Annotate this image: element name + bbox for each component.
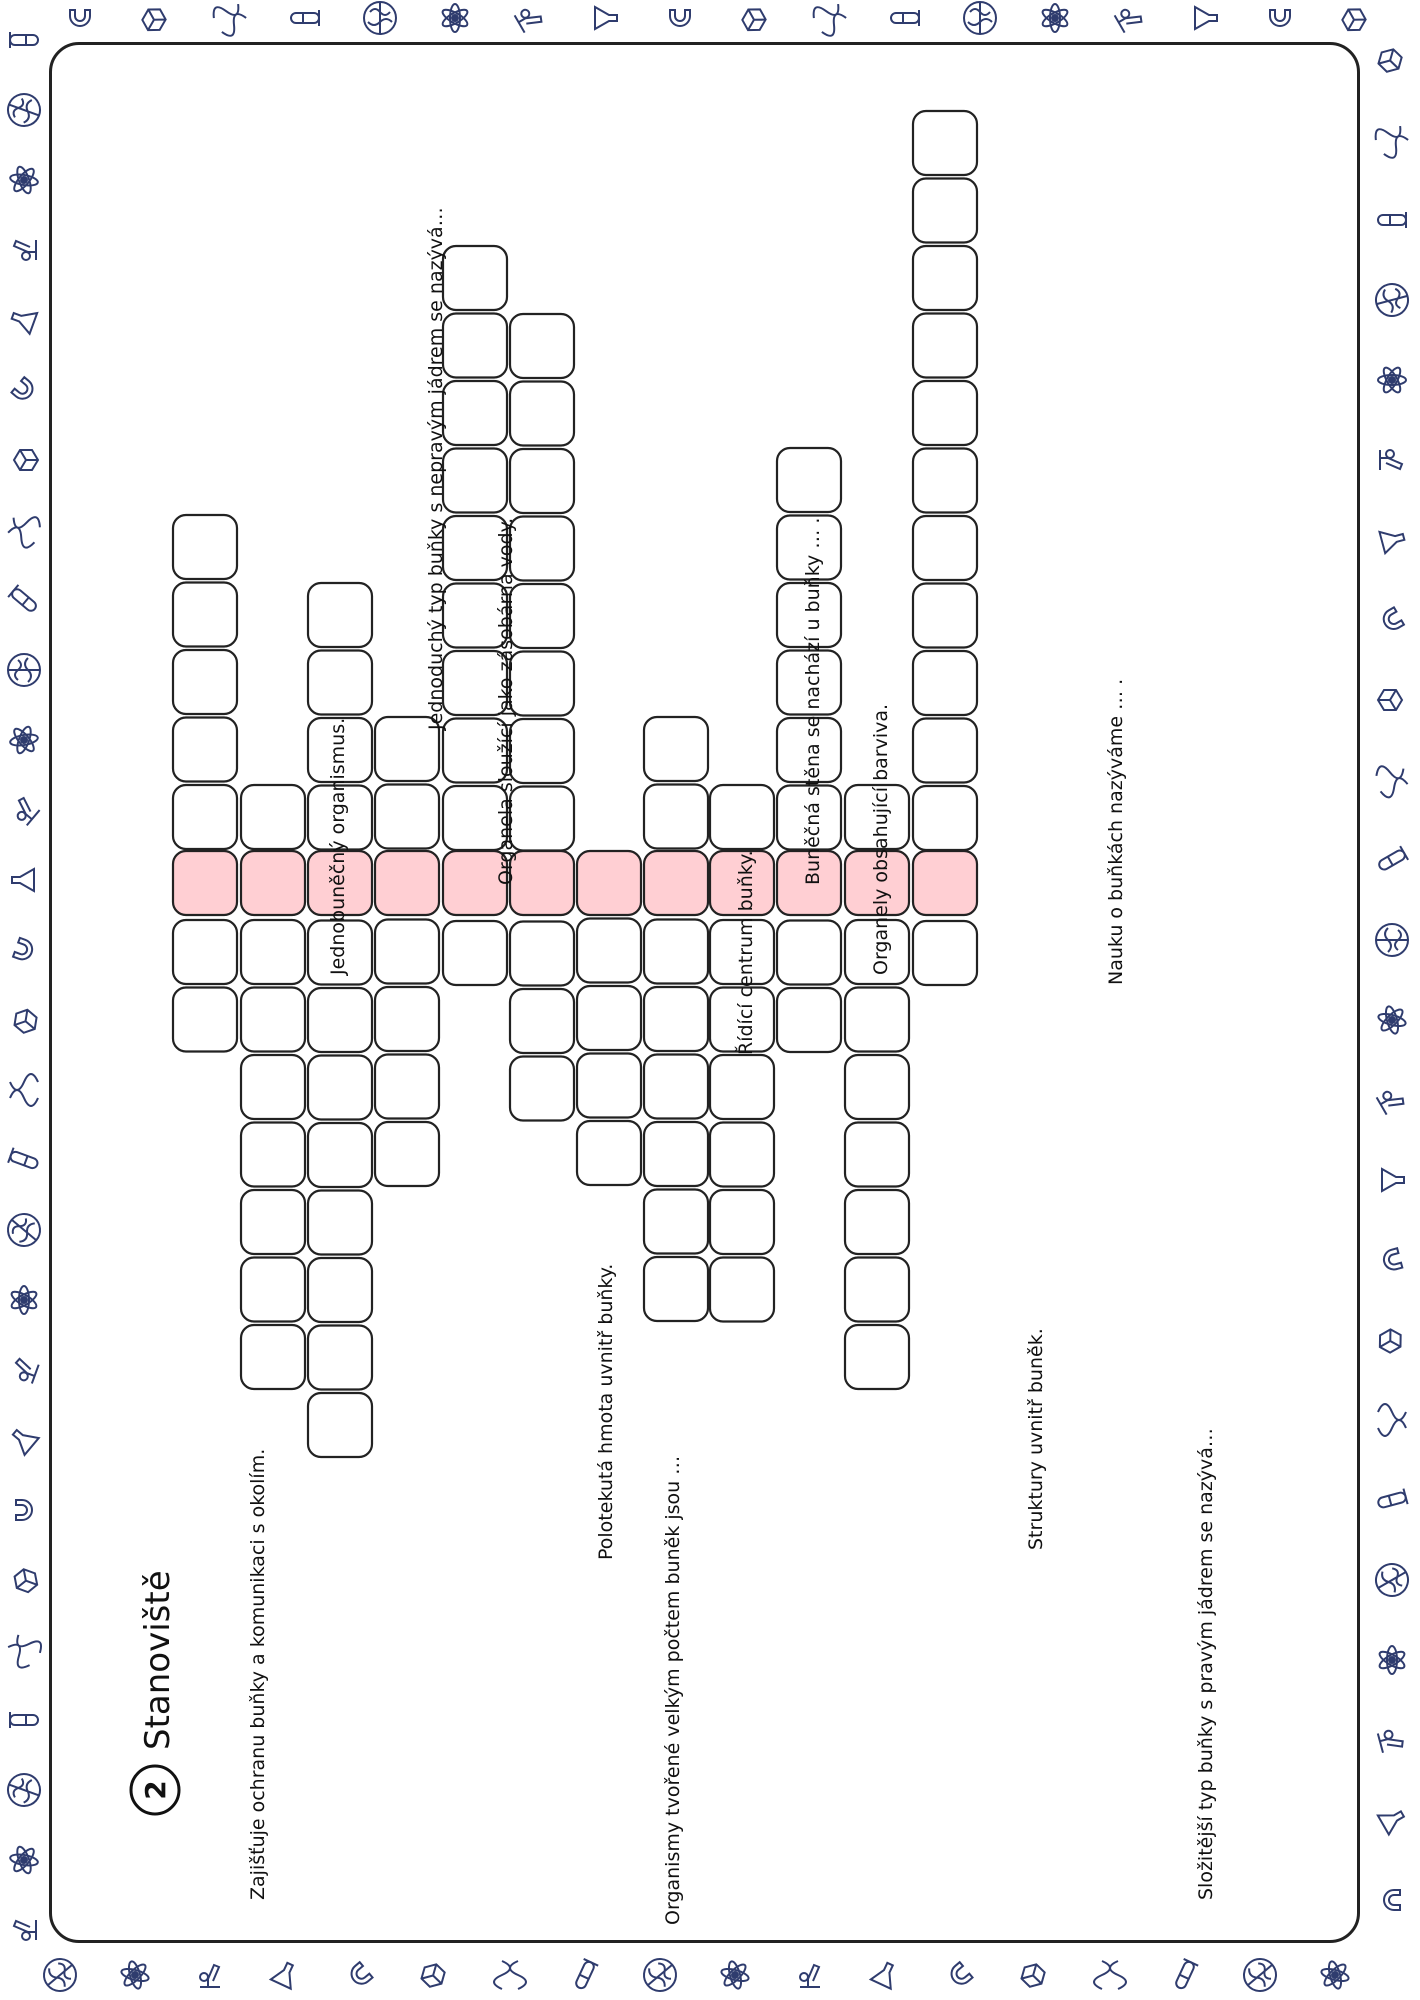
crossword-solution-cell[interactable] [173, 851, 237, 915]
crossword-solution-cell[interactable] [577, 851, 641, 915]
crossword-cell[interactable] [644, 1122, 708, 1186]
clue-3: Jednoduchý typ buňky s nepravým jádrem se nazývá… [425, 207, 447, 730]
cube-icon [1019, 1963, 1047, 1989]
clue-2: Jednobuněčný organismus. [327, 717, 349, 975]
clue-11: Nauku o buňkách nazýváme … . [1105, 678, 1127, 985]
magnet-icon [347, 1962, 372, 1988]
clue-10: Struktury uvnitř buněk. [1025, 1328, 1047, 1550]
crossword-cell[interactable] [845, 1190, 909, 1254]
crossword-cell[interactable] [845, 1055, 909, 1119]
dna-icon [3, 1629, 45, 1672]
magnet-icon [1382, 1248, 1403, 1271]
crossword-cell[interactable] [308, 1393, 372, 1457]
crossword-cell[interactable] [577, 1054, 641, 1118]
flask-icon [271, 1959, 300, 1988]
brain-icon [1376, 924, 1408, 956]
crossword-cell[interactable] [644, 1190, 708, 1254]
dna-icon [810, 0, 850, 39]
crossword-cell[interactable] [845, 1123, 909, 1187]
cube-icon [419, 1963, 447, 1989]
atom-icon [4, 1840, 44, 1880]
microscope-icon [1115, 4, 1144, 32]
crossword-cell[interactable] [913, 516, 977, 580]
crossword-cell[interactable] [308, 1191, 372, 1255]
crossword-cell[interactable] [443, 921, 507, 985]
crossword-cell[interactable] [375, 987, 439, 1051]
dna-icon [1378, 1404, 1406, 1436]
crossword-cell[interactable] [173, 920, 237, 984]
magnet-icon [1270, 10, 1290, 26]
crossword-solution-cell[interactable] [375, 851, 439, 915]
microscope-icon [11, 1357, 39, 1383]
crossword-solution-cell[interactable] [644, 851, 708, 915]
crossword-cell[interactable] [241, 988, 305, 1052]
brain-icon [1372, 280, 1411, 319]
brain-icon [1370, 1558, 1414, 1602]
crossword-cell[interactable] [577, 986, 641, 1050]
flask-icon [12, 869, 34, 891]
microscope-icon [1377, 1086, 1406, 1114]
clue-4: Organela sloužící jako zásobárna vody. [495, 517, 517, 885]
atom-icon [436, 0, 475, 38]
crossword-cell[interactable] [845, 1258, 909, 1322]
crossword-cell[interactable] [913, 449, 977, 513]
flask-icon [1378, 1804, 1408, 1834]
crossword-cell[interactable] [443, 246, 507, 310]
clue-1: Zajišťuje ochranu buňky a komunikaci s okolím. [247, 1448, 269, 1900]
flask-icon [1195, 7, 1217, 29]
crossword-cell[interactable] [510, 314, 574, 378]
crossword-cell[interactable] [710, 1123, 774, 1187]
crossword-cell[interactable] [443, 314, 507, 378]
brain-icon [964, 2, 996, 34]
brain-icon [8, 654, 40, 686]
atom-icon [1377, 1646, 1406, 1674]
crossword-cell[interactable] [510, 719, 574, 783]
microscope-icon [10, 796, 40, 825]
crossword-cell[interactable] [644, 717, 708, 781]
microscope-icon [14, 1920, 36, 1940]
station-number: 2 [139, 1780, 172, 1800]
crossword-cell[interactable] [173, 785, 237, 849]
test-tube-icon [291, 10, 319, 26]
cube-icon [1339, 4, 1368, 35]
crossword-puzzle [52, 45, 1360, 1943]
crossword-cell[interactable] [845, 988, 909, 1052]
crossword-cell[interactable] [913, 111, 977, 175]
crossword-cell[interactable] [375, 920, 439, 984]
crossword-cell[interactable] [510, 1057, 574, 1121]
test-tube-icon [8, 585, 40, 615]
clue-9: Organely obsahující barviva. [870, 703, 892, 975]
microscope-icon [1378, 1728, 1404, 1753]
cube-icon [739, 4, 768, 35]
crossword-cell[interactable] [241, 785, 305, 849]
crossword-cell[interactable] [510, 517, 574, 581]
magnet-icon [670, 10, 690, 26]
crossword-cell[interactable] [308, 1056, 372, 1120]
brain-icon [364, 2, 396, 34]
crossword-cell[interactable] [375, 785, 439, 849]
test-tube-icon [572, 1959, 598, 1991]
crossword-cell[interactable] [173, 583, 237, 647]
test-tube-icon [1172, 1959, 1198, 1991]
flask-icon [871, 1959, 900, 1988]
microscope-icon [800, 1965, 820, 1987]
crossword-solution-cell[interactable] [510, 851, 574, 915]
microscope-icon [14, 240, 36, 260]
crossword-grid [173, 111, 977, 1457]
crossword-cell[interactable] [710, 1190, 774, 1254]
crossword-cell[interactable] [443, 381, 507, 445]
flask-icon [595, 7, 617, 29]
crossword-cell[interactable] [913, 719, 977, 783]
crossword-cell[interactable] [710, 785, 774, 849]
flask-icon [1379, 526, 1406, 553]
crossword-cell[interactable] [173, 988, 237, 1052]
cube-icon [14, 450, 38, 470]
cube-icon [1376, 48, 1404, 74]
crossword-cell[interactable] [644, 1257, 708, 1321]
crossword-cell[interactable] [375, 1055, 439, 1119]
crossword-solution-cell[interactable] [913, 851, 977, 915]
crossword-cell[interactable] [241, 1258, 305, 1322]
dna-icon [1372, 119, 1412, 161]
test-tube-icon [1376, 846, 1408, 874]
crossword-cell[interactable] [913, 651, 977, 715]
cube-icon [1378, 690, 1402, 710]
dna-icon [1374, 761, 1409, 799]
crossword-cell[interactable] [913, 921, 977, 985]
dna-icon [5, 510, 42, 550]
crossword-cell[interactable] [510, 787, 574, 851]
microscope-icon [200, 1965, 220, 1987]
atom-icon [5, 722, 42, 758]
crossword-cell[interactable] [308, 988, 372, 1052]
crossword-cell[interactable] [777, 988, 841, 1052]
test-tube-icon [1378, 212, 1406, 228]
test-tube-icon [10, 32, 38, 48]
atom-icon [1372, 361, 1411, 400]
crossword-cell[interactable] [510, 652, 574, 716]
crossword-cell[interactable] [913, 314, 977, 378]
magnet-icon [16, 1500, 32, 1520]
crossword-cell[interactable] [644, 920, 708, 984]
crossword-cell[interactable] [644, 785, 708, 849]
crossword-cell[interactable] [308, 583, 372, 647]
flask-icon [1382, 1169, 1404, 1191]
crossword-cell[interactable] [710, 1258, 774, 1322]
cube-icon [10, 1006, 41, 1037]
magnet-icon [1384, 1890, 1400, 1910]
crossword-cell[interactable] [577, 919, 641, 983]
atom-icon [117, 1958, 152, 1993]
crossword-cell[interactable] [644, 987, 708, 1051]
crossword-cell[interactable] [510, 382, 574, 446]
crossword-cell[interactable] [777, 921, 841, 985]
magnet-icon [1380, 607, 1404, 632]
atom-icon [1036, 0, 1075, 38]
dna-icon [1094, 1961, 1126, 1989]
crossword-cell[interactable] [913, 179, 977, 243]
crossword-cell[interactable] [173, 650, 237, 714]
crossword-solution-cell[interactable] [241, 851, 305, 915]
crossword-cell[interactable] [510, 584, 574, 648]
magnet-icon [11, 377, 36, 403]
crossword-cell[interactable] [913, 584, 977, 648]
crossword-cell[interactable] [241, 1325, 305, 1389]
dna-icon [210, 0, 250, 39]
magnet-icon [947, 1962, 972, 1988]
atom-icon [4, 160, 44, 200]
microscope-icon [1380, 450, 1402, 470]
magnet-icon [13, 938, 35, 962]
crossword-cell[interactable] [845, 1325, 909, 1389]
crossword-cell[interactable] [308, 651, 372, 715]
crossword-cell[interactable] [241, 1055, 305, 1119]
clue-6: Organismy tvořené velkým počtem buněk jsou … [662, 1455, 684, 1925]
crossword-cell[interactable] [241, 920, 305, 984]
brain-icon [3, 89, 44, 130]
brain-icon [1, 1207, 46, 1252]
crossword-cell[interactable] [644, 1055, 708, 1119]
brain-icon [37, 1952, 82, 1997]
clue-7: Řídící centrum buňky. [735, 850, 757, 1055]
page-title: Stanoviště [138, 1570, 178, 1750]
crossword-cell[interactable] [173, 718, 237, 782]
atom-icon [9, 1286, 38, 1314]
cube-icon [11, 1567, 40, 1594]
crossword-cell[interactable] [510, 922, 574, 986]
crossword-cell[interactable] [308, 1326, 372, 1390]
crossword-cell[interactable] [308, 1123, 372, 1187]
crossword-cell[interactable] [510, 449, 574, 513]
test-tube-icon [891, 10, 919, 26]
atom-icon [1374, 1003, 1409, 1038]
crossword-cell[interactable] [375, 1122, 439, 1186]
cube-icon [139, 4, 168, 35]
microscope-icon [515, 4, 544, 32]
brain-icon [3, 1769, 44, 1810]
crossword-cell[interactable] [913, 246, 977, 310]
crossword-cell[interactable] [173, 515, 237, 579]
clue-8: Buněčná stěna se nachází u buňky … . [802, 517, 824, 885]
crossword-cell[interactable] [913, 786, 977, 850]
crossword-cell[interactable] [577, 1121, 641, 1185]
worksheet-card [49, 42, 1360, 1943]
test-tube-icon [10, 1712, 38, 1728]
brain-icon [1237, 1952, 1282, 1997]
brain-icon [637, 1952, 682, 1997]
dna-icon [10, 1074, 38, 1106]
crossword-cell[interactable] [510, 989, 574, 1053]
crossword-cell[interactable] [308, 1258, 372, 1322]
crossword-cell[interactable] [710, 1055, 774, 1119]
flask-icon [8, 1424, 39, 1455]
clue-5: Polotekutá hmota uvnitř buňky. [595, 1263, 617, 1560]
atom-icon [1317, 1958, 1352, 1993]
crossword-cell[interactable] [241, 1123, 305, 1187]
test-tube-icon [1376, 1489, 1407, 1512]
magnet-icon [70, 10, 90, 26]
test-tube-icon [8, 1148, 40, 1173]
crossword-cell[interactable] [241, 1190, 305, 1254]
cube-icon [1375, 1326, 1406, 1355]
crossword-cell[interactable] [443, 449, 507, 513]
crossword-cell[interactable] [913, 381, 977, 445]
flask-icon [9, 306, 37, 334]
atom-icon [717, 1958, 752, 1993]
clue-12: Složitější typ buňky s pravým jádrem se nazývá… [1195, 1428, 1217, 1900]
crossword-cell[interactable] [777, 448, 841, 512]
dna-icon [494, 1961, 526, 1989]
